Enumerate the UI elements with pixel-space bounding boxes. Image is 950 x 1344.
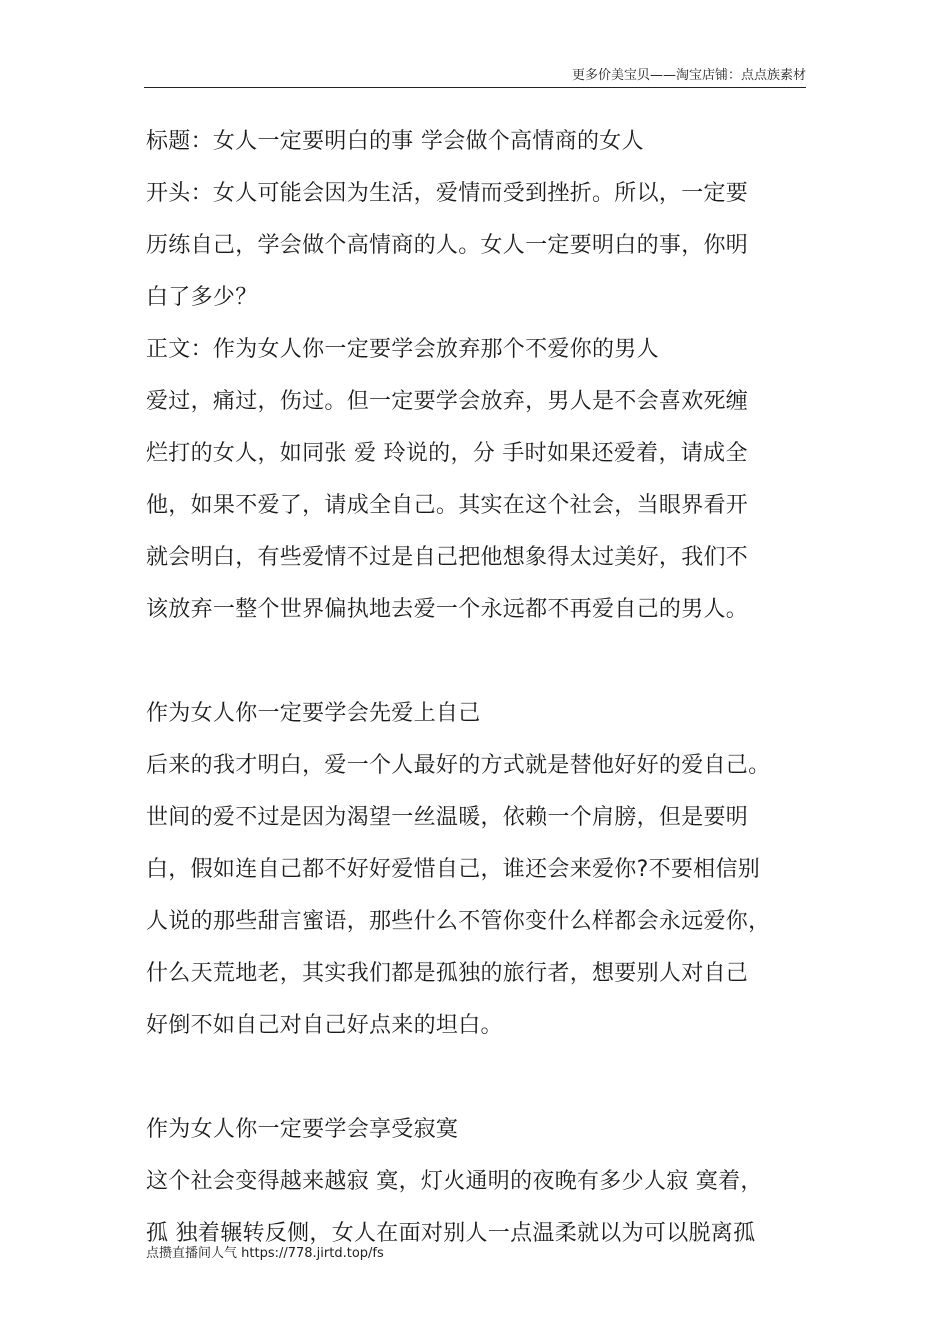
section-heading: 正文：作为女人你一定要学会放弃那个不爱你的男人 — [146, 337, 659, 362]
paragraph-line: 世间的爱不过是因为渴望一丝温暖，依赖一个肩膀，但是要明 — [146, 805, 749, 830]
document-body — [146, 118, 826, 1262]
paragraph-gap — [146, 1054, 826, 1106]
header-text: 更多价美宝贝——淘宝店铺：点点族素材 — [571, 68, 806, 83]
paragraph-line: 爱过，痛过，伤过。但一定要学会放弃，男人是不会喜欢死缠 — [146, 389, 749, 414]
paragraph-line: 后来的我才明白，爱一个人最好的方式就是替他好好的爱自己。 — [146, 753, 771, 778]
paragraph-line: 这个社会变得越来越寂 寞，灯火通明的夜晚有多少人寂 寞着， — [146, 1169, 763, 1194]
paragraph-line: 该放弃一整个世界偏执地去爱一个永远都不再爱自己的男人。 — [146, 597, 749, 622]
section-heading: 作为女人你一定要学会先爱上自己 — [146, 701, 481, 726]
intro-line: 历练自己，学会做个高情商的人。女人一定要明白的事，你明 — [146, 233, 749, 258]
paragraph-line: 孤 独着辗转反侧，女人在面对别人一点温柔就以为可以脱离孤 — [146, 1221, 756, 1246]
paragraph-line: 好倒不如自己对自己好点来的坦白。 — [146, 1013, 503, 1038]
intro-line: 白了多少？ — [146, 285, 258, 310]
paragraph-line: 他，如果不爱了，请成全自己。其实在这个社会，当眼界看开 — [146, 493, 749, 518]
paragraph-line: 就会明白，有些爱情不过是自己把他想象得太过美好，我们不 — [146, 545, 749, 570]
paragraph-line: 什么天荒地老，其实我们都是孤独的旅行者，想要别人对自己 — [146, 961, 749, 986]
paragraph-line: 人说的那些甜言蜜语，那些什么不管你变什么样都会永远爱你， — [146, 909, 771, 934]
paragraph-gap — [146, 638, 826, 690]
title-line: 标题：女人一定要明白的事 学会做个高情商的女人 — [146, 129, 644, 154]
paragraph-line: 烂打的女人，如同张 爱 玲说的，分 手时如果还爱着，请成全 — [146, 441, 748, 466]
paragraph-line: 白，假如连自己都不好好爱惜自己，谁还会来爱你?不要相信别 — [146, 857, 761, 882]
intro-line: 开头：女人可能会因为生活，爱情而受到挫折。所以，一定要 — [146, 181, 749, 206]
section-heading: 作为女人你一定要学会享受寂寞 — [146, 1117, 459, 1142]
page-header — [144, 62, 806, 88]
page-footer: 点攒直播间人气 https://778.jirtd.top/fs — [146, 1246, 384, 1261]
